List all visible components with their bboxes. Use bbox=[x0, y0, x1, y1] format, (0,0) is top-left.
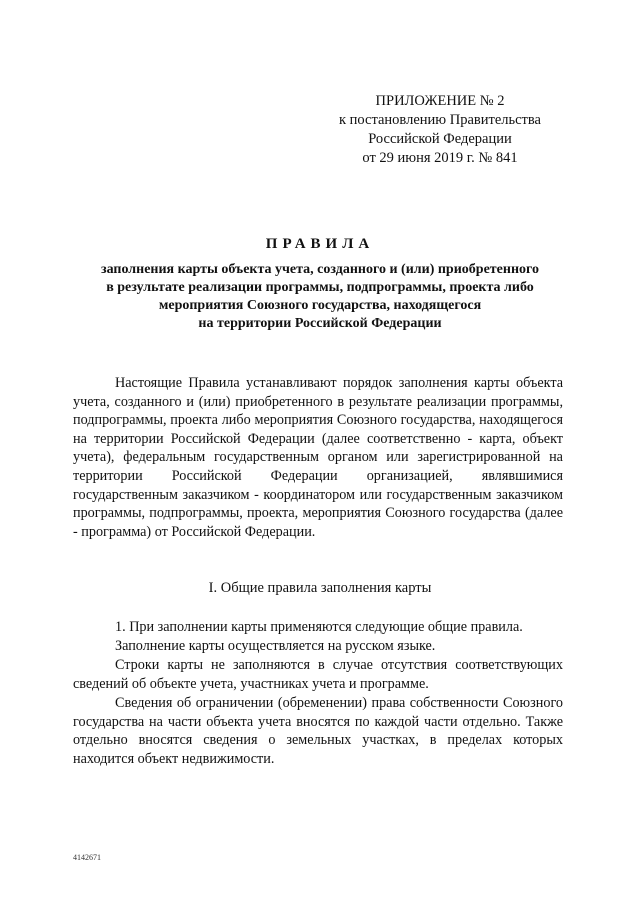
body-paragraph: Строки карты не заполняются в случае отсутствия соответствующих сведений об объекте учета, участниках учета и программе. bbox=[73, 657, 563, 692]
body-paragraph: Сведения об ограничении (обременении) права собственности Союзного государства на части объекта учета вносятся по каждой части отдельно. Также отдельно вносятся сведения о земельных участках, в пределах которых находится объект недвижимости. bbox=[73, 695, 563, 767]
document-subtitle bbox=[60, 261, 580, 333]
section-title: I. Общие правила заполнения карты bbox=[208, 580, 432, 596]
appendix-header bbox=[320, 92, 560, 168]
body-paragraph: 1. При заполнении карты применяются следующие общие правила. bbox=[115, 619, 523, 635]
appendix-number: ПРИЛОЖЕНИЕ № 2 bbox=[375, 93, 505, 109]
subtitle-line: заполнения карты объекта учета, созданного и (или) приобретенного bbox=[100, 262, 540, 277]
intro-paragraph: Настоящие Правила устанавливают порядок заполнения карты объекта учета, созданного и (или) приобретенного в результате реализации программы, подпрограммы, проекта либо мероприятия Союзного государства, находящегося на территории Российской Федерации (далее соответственно - карта, объект учета), федеральным государственным органом или зарегистрированной на территории Российской Федерации организацией, являвшимися государственным заказчиком - координатором или государственным заказчиком программы, подпрограммы, проекта, мероприятия Союзного государства (далее - программа) от Российской Федерации. bbox=[73, 375, 563, 540]
subtitle-line: в результате реализации программы, подпрограммы, проекта либо bbox=[106, 280, 534, 295]
appendix-reference: к постановлению Правительства bbox=[339, 112, 541, 128]
subtitle-line: на территории Российской Федерации bbox=[198, 316, 442, 331]
subtitle-line: мероприятия Союзного государства, находящегося bbox=[158, 298, 482, 313]
appendix-government: Российской Федерации bbox=[368, 131, 512, 147]
document-number: 4142671 bbox=[73, 853, 101, 862]
body-paragraph: Заполнение карты осуществляется на русском языке. bbox=[115, 638, 436, 654]
document-title: ПРАВИЛА bbox=[265, 236, 375, 252]
appendix-date: от 29 июня 2019 г. № 841 bbox=[362, 150, 518, 166]
